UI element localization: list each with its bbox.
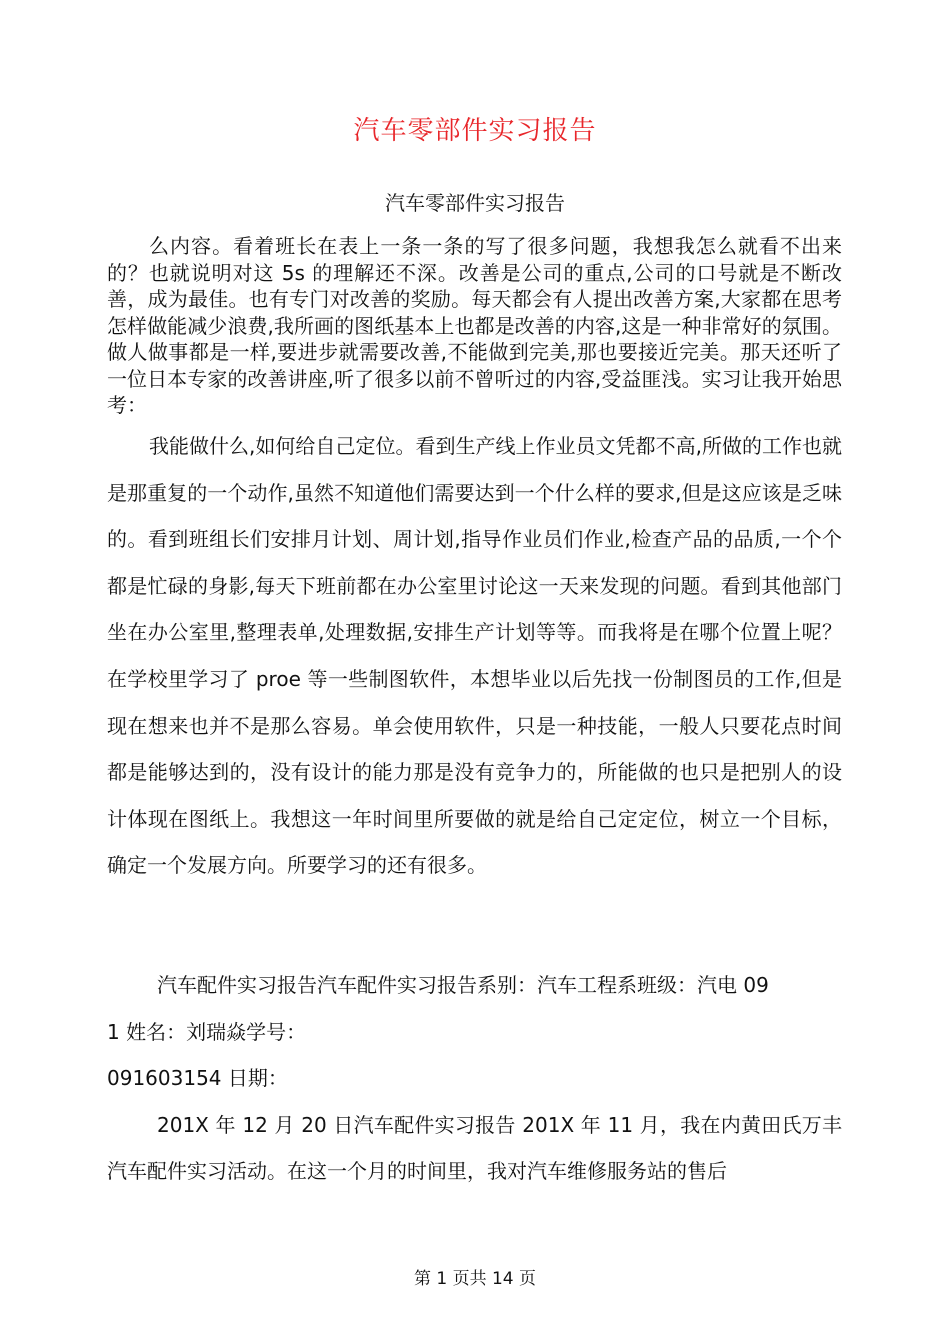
document-subtitle: 汽车零部件实习报告 xyxy=(385,191,565,215)
document-title: 汽车零部件实习报告 xyxy=(353,116,597,146)
paragraph-2: 我能做什么,如何给自己定位。看到生产线上作业员文凭都不高,所做的工作也就是那重复的一个动作,虽然不知道他们需要达到一个什么样的要求,但是这应该是乏味的。看到班组长们安排月计划、周计划,指导作业员们作业,检查产品的品质,一个个都是忙碌的身影,每天下班前都在办公室里讨论这一天来发现的问题。看到其他部门坐在办公室里,整理表单,处理数据,安排生产计划等等。而我将是在哪个位置上呢？在学校里学习了 proe 等一些制图软件，本想毕业以后先找一份制图员的工作,但是现在想来也并不是那么容易。单会使用软件，只是一种技能，一般人只要花点时间都是能够达到的，没有设计的能力那是没有竞争力的，所能做的也只是把别人的设计体现在图纸上。我想这一年时间里所要做的就是给自己定定位，树立一个目标，确定一个发展方向。所要学习的还有很多。 xyxy=(107,434,842,878)
section-2-line-4: 201X 年 12 月 20 日汽车配件实习报告 201X 年 11 月，我在内黄田氏万丰汽车配件实习活动。在这一个月的时间里，我对汽车维修服务站的售后 xyxy=(107,1112,842,1184)
section-2-line-3: 091603154 日期： xyxy=(107,1066,288,1091)
paragraph-1: 么内容。看着班长在表上一条一条的写了很多问题，我想我怎么就看不出来的？也就说明对这 5s 的理解还不深。改善是公司的重点,公司的口号就是不断改善，成为最佳。也有专门对改善的奖励。每天都会有人提出改善方案,大家都在思考怎样做能减少浪费,我所画的图纸基本上也都是改善的内容,这是一种非常好的氛围。做人做事都是一样,要进步就需要改善,不能做到完美,那也要接近完美。那天还听了一位日本专家的改善讲座,听了很多以前不曾听过的内容,受益匪浅。实习让我开始思考： xyxy=(107,234,842,417)
page-footer: 第 1 页共 14 页 xyxy=(413,1269,537,1289)
section-2-line-1: 汽车配件实习报告汽车配件实习报告系别：汽车工程系班级：汽电 09 xyxy=(157,973,769,997)
section-2-line-2: 1 姓名：刘瑞焱学号： xyxy=(107,1019,307,1044)
section-2 xyxy=(107,962,842,1195)
